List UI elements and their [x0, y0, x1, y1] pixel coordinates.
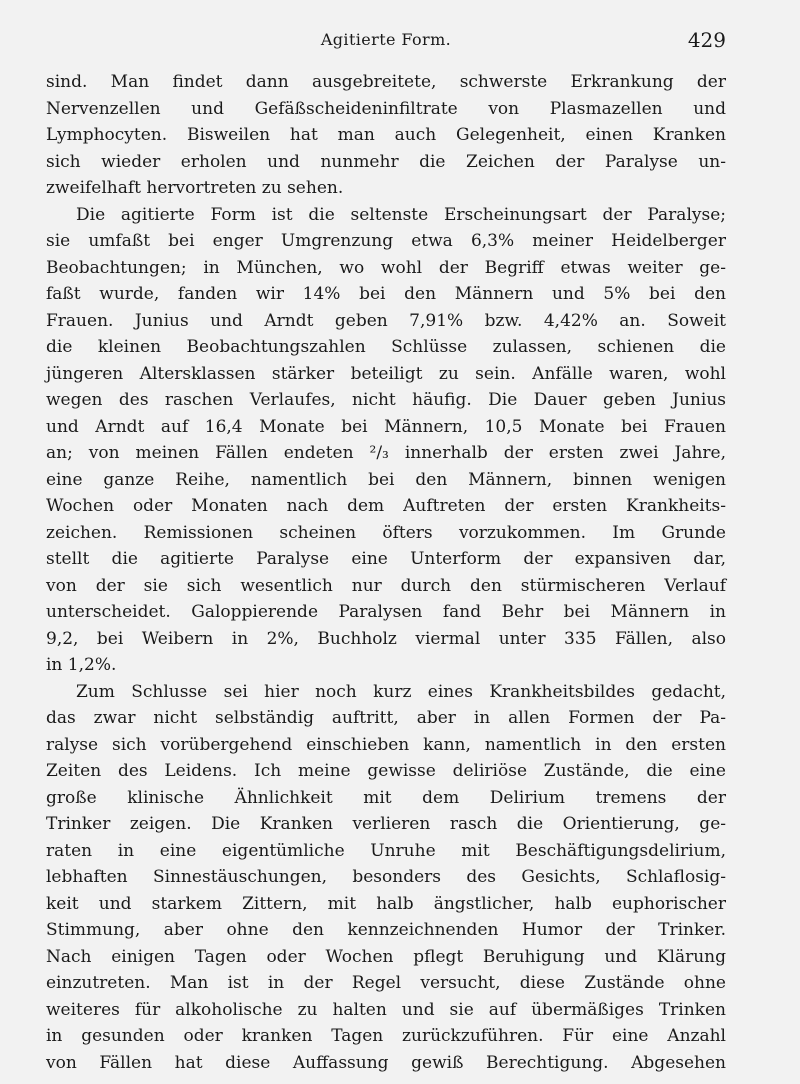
text-line: Frauen. Junius und Arndt geben 7,91% bzw. 4,42% an. Soweit [46, 310, 726, 331]
text-line: einzutreten. Man ist in der Regel versucht, diese Zustände ohne [46, 973, 726, 993]
text-line: von Fällen hat diese Auffassung gewiß Berechtigung. Abgesehen [46, 1052, 726, 1073]
text-line: große klinische Ähnlichkeit mit dem Delirium tremens der [46, 787, 726, 808]
text-line: eine ganze Reihe, namentlich bei den Männern, binnen wenigen [46, 469, 726, 490]
text-line: unterscheidet. Galoppierende Paralysen fand Behr bei Männern in [46, 602, 726, 622]
text-line: weiteres für alkoholische zu halten und sie auf übermäßiges Trinken [46, 999, 726, 1020]
text-line: stellt die agitierte Paralyse eine Unterform der expansiven dar, [46, 549, 726, 569]
text-line: das zwar nicht selbständig auftritt, aber in allen Formen der Pa- [46, 708, 726, 728]
text-line: faßt wurde, fanden wir 14% bei den Männern und 5% bei den [46, 284, 726, 304]
text-line: Nervenzellen und Gefäßscheideninfiltrate von Plasmazellen und [46, 98, 726, 119]
text-line: an; von meinen Fällen endeten ²/₃ innerhalb der ersten zwei Jahre, [46, 443, 726, 463]
text-line: Stimmung, aber ohne den kennzeichnenden Humor der Trinker. [46, 920, 726, 940]
running-title: Agitierte Form. [320, 30, 452, 49]
text-line: keit und starkem Zittern, mit halb ängstlicher, halb euphorischer [46, 893, 726, 914]
text-line: Trinker zeigen. Die Kranken verlieren rasch die Orientierung, ge- [46, 814, 726, 834]
text-line: und Arndt auf 16,4 Monate bei Männern, 10,5 Monate bei Frauen [46, 416, 726, 437]
text-line: Nach einigen Tagen oder Wochen pflegt Beruhigung und Klärung [46, 946, 726, 967]
text-line: Zum Schlusse sei hier noch kurz eines Krankheitsbildes gedacht, [76, 681, 726, 702]
text-line: in 1,2%. [46, 655, 117, 675]
text-line: in gesunden oder kranken Tagen zurückzuführen. Für eine Anzahl [46, 1026, 726, 1046]
text-line: lebhaften Sinnestäuschungen, besonders des Gesichts, Schlaflosig- [46, 867, 726, 887]
text-line: Beobachtungen; in München, wo wohl der Begriff etwas weiter ge- [46, 257, 726, 278]
text-line: von der sie sich wesentlich nur durch den stürmischeren Verlauf [46, 575, 726, 596]
text-line: wegen des raschen Verlaufes, nicht häufig. Die Dauer geben Junius [46, 390, 726, 410]
text-line: raten in eine eigentümliche Unruhe mit Beschäftigungsdelirium, [46, 840, 726, 861]
text-line: sind. Man findet dann ausgebreitete, schwerste Erkrankung der [46, 72, 726, 92]
text-line: 9,2, bei Weibern in 2%, Buchholz viermal unter 335 Fällen, also [46, 628, 726, 649]
text-line: sich wieder erholen und nunmehr die Zeichen der Paralyse un- [46, 151, 726, 172]
text-line: zweifelhaft hervortreten zu sehen. [46, 178, 344, 198]
text-line: jüngeren Altersklassen stärker beteiligt zu sein. Anfälle waren, wohl [46, 363, 726, 384]
page-header [46, 30, 726, 60]
text-line: sie umfaßt bei enger Umgrenzung etwa 6,3% meiner Heidelberger [46, 231, 726, 251]
text-line: die kleinen Beobachtungszahlen Schlüsse zulassen, schienen die [46, 337, 726, 357]
body-text [46, 69, 726, 1076]
text-line: Wochen oder Monaten nach dem Auftreten der ersten Krankheits- [46, 496, 726, 516]
text-line: Lymphocyten. Bisweilen hat man auch Gelegenheit, einen Kranken [46, 125, 726, 145]
text-line: ralyse sich vorübergehend einschieben kann, namentlich in den ersten [46, 734, 726, 755]
text-line: zeichen. Remissionen scheinen öfters vorzukommen. Im Grunde [46, 522, 726, 543]
text-line: Zeiten des Leidens. Ich meine gewisse deliriöse Zustände, die eine [46, 761, 726, 781]
text-line: Die agitierte Form ist die seltenste Erscheinungsart der Paralyse; [76, 204, 726, 225]
page-number: 429 [687, 28, 726, 52]
